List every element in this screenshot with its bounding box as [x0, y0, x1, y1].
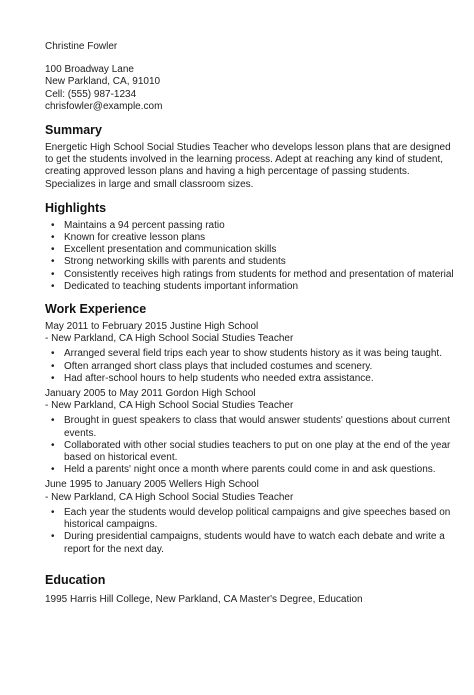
- job-duty: • Had after-school hours to help students who needed extra assistance.: [51, 372, 374, 384]
- resume-page: [45, 41, 460, 606]
- job-duty: • Often arranged short class plays that included costumes and scenery.: [51, 360, 373, 372]
- job-duties-list: [45, 507, 460, 556]
- summary-text: Energetic High School Social Studies Teacher who develops lesson plans that are designed to get the students involved in the learning process. Adept at reaching any kind of student, creating approved lesson plans and having a high percentage of passing students. Specializes in large and small classroom sizes.: [45, 142, 451, 190]
- job-duties-list: [45, 415, 460, 476]
- job-dates-employer: May 2011 to February 2015 Justine High School: [45, 321, 259, 333]
- job-entry: [45, 388, 460, 476]
- job-location-title: - New Parkland, CA High School Social Studies Teacher: [45, 491, 294, 503]
- education-heading: Education: [45, 572, 106, 587]
- job-dates-employer: June 1995 to January 2005 Wellers High School: [45, 479, 259, 491]
- highlights-heading: Highlights: [45, 200, 107, 215]
- address-line-1: 100 Broadway Lane: [45, 64, 134, 76]
- job-location-title: - New Parkland, CA High School Social Studies Teacher: [45, 400, 294, 412]
- job-duty: • Held a parents' night once a month where parents could come in and ask questions.: [51, 464, 436, 476]
- bullet-icon: •: [51, 372, 55, 384]
- education-entry: 1995 Harris Hill College, New Parkland, CA Master's Degree, Education: [45, 593, 363, 605]
- bullet-icon: •: [51, 268, 55, 280]
- bullet-icon: •: [51, 415, 55, 427]
- candidate-name: Christine Fowler: [45, 41, 118, 52]
- job-duties-list: [45, 348, 460, 385]
- bullet-icon: •: [51, 348, 55, 360]
- bullet-icon: •: [51, 244, 55, 256]
- job-duty: • Brought in guest speakers to class that would answer students' questions about current events.: [51, 415, 451, 439]
- highlight-item: • Maintains a 94 percent passing ratio: [51, 219, 225, 231]
- email-address: chrisfowler@example.com: [45, 100, 163, 112]
- highlights-list: [45, 220, 460, 293]
- bullet-icon: •: [51, 506, 55, 518]
- bullet-icon: •: [51, 360, 55, 372]
- bullet-icon: •: [51, 531, 55, 543]
- job-duty: • During presidential campaigns, students would have to watch each debate and write a report for the next day.: [51, 531, 445, 555]
- job-duty: • Arranged several field trips each year to show students history as it was being taught.: [51, 348, 442, 360]
- bullet-icon: •: [51, 464, 55, 476]
- job-duty: • Each year the students would develop political campaigns and give speeches based on historical campaigns.: [51, 506, 451, 531]
- address-line-2: New Parkland, CA, 91010: [45, 76, 161, 88]
- job-entry: [45, 479, 460, 555]
- summary-heading: Summary: [45, 123, 102, 138]
- highlight-item: • Dedicated to teaching students important information: [51, 280, 299, 292]
- job-location-title: - New Parkland, CA High School Social Studies Teacher: [45, 333, 294, 345]
- highlight-item: • Consistently receives high ratings from students for method and presentation of material: [51, 268, 454, 280]
- work-experience-heading: Work Experience: [45, 302, 147, 317]
- highlight-item: • Excellent presentation and communication skills: [51, 244, 277, 256]
- bullet-icon: •: [51, 232, 55, 244]
- job-entry: [45, 321, 460, 385]
- highlight-item: • Strong networking skills with parents and students: [51, 256, 286, 268]
- contact-block: [45, 64, 460, 113]
- bullet-icon: •: [51, 256, 55, 268]
- bullet-icon: •: [51, 219, 55, 231]
- highlight-item: • Known for creative lesson plans: [51, 232, 206, 244]
- job-dates-employer: January 2005 to May 2011 Gordon High School: [45, 388, 256, 400]
- job-duty: • Collaborated with other social studies teachers to put on one play at the end of the year based on historical event.: [51, 439, 451, 464]
- bullet-icon: •: [51, 439, 55, 451]
- bullet-icon: •: [51, 280, 55, 292]
- phone-number: Cell: (555) 987-1234: [45, 88, 137, 100]
